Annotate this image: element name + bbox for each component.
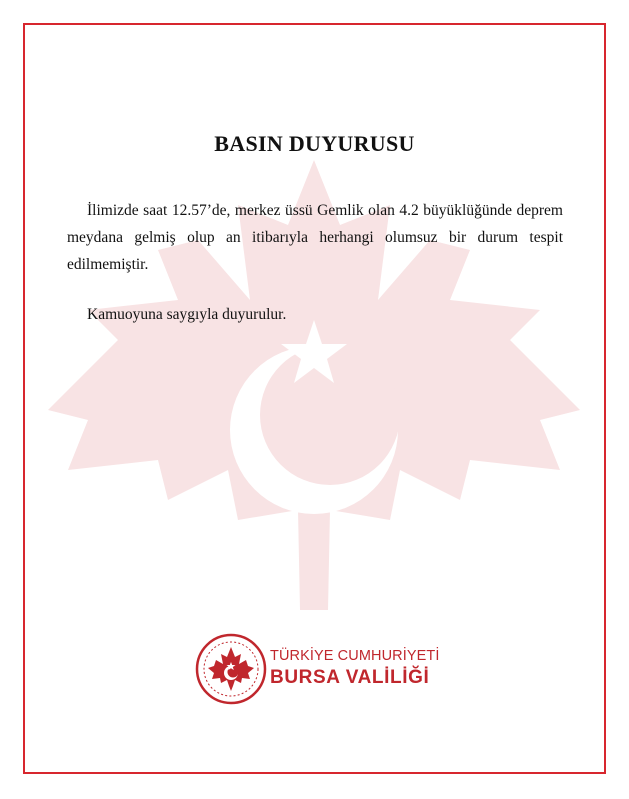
logo-line-2: BURSA VALİLİĞİ — [270, 667, 430, 688]
bursa-governorship-emblem — [195, 633, 267, 705]
logo-line-1: TÜRKİYE CUMHURİYETİ — [270, 648, 440, 664]
announcement-paragraph: İlimizde saat 12.57’de, merkez üssü Gemlik olan 4.2 büyüklüğünde deprem meydana gelmiş olup an itibarıyla herhangi olumsuz bir durum tespit edilmemiştir. — [67, 202, 563, 273]
document-title: BASIN DUYURUSU — [214, 131, 415, 156]
closing-paragraph: Kamuoyuna saygıyla duyurulur. — [87, 306, 287, 323]
